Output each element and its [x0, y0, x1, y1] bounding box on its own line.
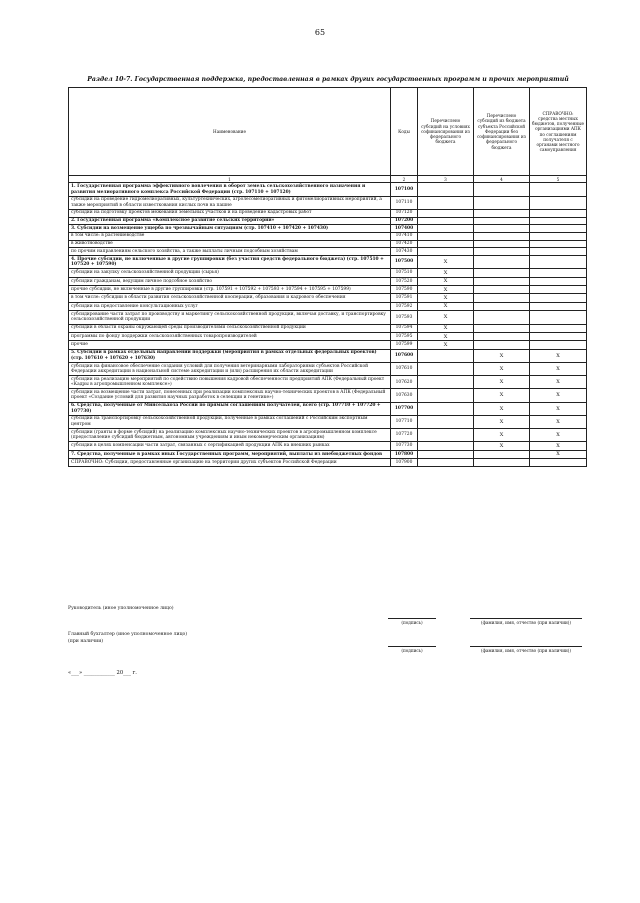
row-local-budget: X — [530, 415, 587, 428]
row-regional-budget — [474, 209, 530, 217]
row-regional-budget: X — [474, 376, 530, 389]
row-code: 107100 — [391, 183, 418, 196]
row-local-budget — [530, 311, 587, 324]
row-name: 3. Субсидии на возмещение ущерба по чрезвычайным ситуациям (стр. 107410 + 107420 + 107430) — [69, 225, 391, 233]
table-row — [69, 269, 587, 277]
row-regional-budget: X — [474, 349, 530, 362]
row-federal-cofinancing: X — [418, 269, 474, 277]
row-name: субсидии гражданам, ведущим личное подсобное хозяйство — [69, 277, 391, 285]
column-number-row — [69, 176, 587, 183]
row-code: 107599 — [391, 341, 418, 349]
row-local-budget: X — [530, 376, 587, 389]
table-row — [69, 225, 587, 233]
row-federal-cofinancing — [418, 450, 474, 458]
table-row — [69, 428, 587, 441]
row-federal-cofinancing — [418, 459, 474, 467]
row-regional-budget — [474, 255, 530, 268]
row-regional-budget — [474, 196, 530, 209]
row-federal-cofinancing — [418, 209, 474, 217]
row-federal-cofinancing — [418, 428, 474, 441]
row-local-budget: X — [530, 442, 587, 450]
row-code: 107720 — [391, 428, 418, 441]
table-row — [69, 240, 587, 248]
header-federal-cofinancing: Перечислено субсидий на условиях софинансирования из федерального бюджета — [418, 88, 474, 176]
table-row — [69, 232, 587, 240]
row-name: в том числе: субсидии в области развития сельскохозяйственной кооперации, образования и кадрового обеспечения — [69, 294, 391, 302]
row-local-budget — [530, 294, 587, 302]
page-number: 65 — [314, 28, 326, 37]
head-signature-line — [388, 618, 436, 619]
row-local-budget: X — [530, 389, 587, 402]
row-code: 107620 — [391, 376, 418, 389]
column-number-3: 3 — [418, 176, 474, 183]
row-name: субсидии на финансовое обеспечение создания условий для получения ветеринарными лабораториями субъектов Российской Федерации аккредитации в национальной системе аккредитации и (или) расширения их области аккредитации — [69, 363, 391, 376]
row-local-budget — [530, 183, 587, 196]
row-name: субсидии на реализацию мероприятий по содействию повышения кадровой обеспеченности предприятий АПК (Федеральный проект «Кадры в агропромышленном комплексе») — [69, 376, 391, 389]
table-row — [69, 450, 587, 458]
row-local-budget — [530, 209, 587, 217]
chief-fio-line — [470, 646, 582, 647]
table-row — [69, 332, 587, 340]
row-name: 5. Субсидии в рамках отдельных направлений поддержки (мероприятия в рамках отдельных федеральных проектов) (стр. 107610 + 107620 + 107630) — [69, 349, 391, 362]
row-code: 107110 — [391, 196, 418, 209]
row-regional-budget — [474, 450, 530, 458]
row-code: 107595 — [391, 332, 418, 340]
row-local-budget — [530, 217, 587, 225]
table-row — [69, 209, 587, 217]
table-row — [69, 311, 587, 324]
head-signature-label: Руководитель (иное уполномоченное лицо) — [68, 606, 174, 611]
row-code: 107520 — [391, 277, 418, 285]
head-fio-line — [470, 618, 582, 619]
chief-accountant-note: (при наличии) — [68, 639, 104, 644]
row-local-budget — [530, 232, 587, 240]
row-code: 107600 — [391, 349, 418, 362]
row-federal-cofinancing — [418, 402, 474, 415]
row-local-budget — [530, 248, 587, 256]
row-local-budget — [530, 269, 587, 277]
row-name: СПРАВОЧНО: Субсидии, предоставленные организацию на территории других субъектов Российской Федерации — [69, 459, 391, 467]
row-local-budget: X — [530, 349, 587, 362]
row-regional-budget — [474, 240, 530, 248]
header-regional-budget: Перечислено субсидий из бюджета субъекта Российской Федерации без софинансирования из федерального бюджета — [474, 88, 530, 176]
row-local-budget: X — [530, 428, 587, 441]
row-local-budget — [530, 324, 587, 332]
column-number-5: 5 — [530, 176, 587, 183]
row-federal-cofinancing: X — [418, 324, 474, 332]
row-federal-cofinancing — [418, 248, 474, 256]
row-code: 107120 — [391, 209, 418, 217]
row-name: в том числе: в растениеводстве — [69, 232, 391, 240]
row-regional-budget: X — [474, 415, 530, 428]
row-name: субсидии на подготовку проектов межевания земельных участков и на проведение кадастровых работ — [69, 209, 391, 217]
row-regional-budget — [474, 459, 530, 467]
table-row — [69, 341, 587, 349]
row-regional-budget — [474, 232, 530, 240]
row-regional-budget: X — [474, 363, 530, 376]
row-local-budget: X — [530, 402, 587, 415]
table-row — [69, 277, 587, 285]
row-code: 107630 — [391, 389, 418, 402]
row-code: 107430 — [391, 248, 418, 256]
row-federal-cofinancing: X — [418, 332, 474, 340]
table-row — [69, 376, 587, 389]
row-code: 107710 — [391, 415, 418, 428]
row-regional-budget — [474, 183, 530, 196]
row-name: субсидии на возмещение части затрат, понесенных при реализации комплексных научно-технических проектов в АПК (Федеральный проект «Создание условий для развития научных разработок в селекции и генетике») — [69, 389, 391, 402]
row-name: субсидии на транспортировку сельскохозяйственной продукции, полученные в рамках соглашений с Российским экспортным центром — [69, 415, 391, 428]
row-regional-budget: X — [474, 428, 530, 441]
row-federal-cofinancing: X — [418, 255, 474, 268]
row-local-budget — [530, 341, 587, 349]
row-name: 7. Средства, полученные в рамках иных Государственных программ, мероприятий, выплаты из внебюджетных фондов — [69, 450, 391, 458]
row-code: 107591 — [391, 294, 418, 302]
row-federal-cofinancing — [418, 389, 474, 402]
row-code: 107500 — [391, 255, 418, 268]
row-federal-cofinancing — [418, 349, 474, 362]
row-federal-cofinancing — [418, 240, 474, 248]
table-row — [69, 324, 587, 332]
row-regional-budget — [474, 341, 530, 349]
row-name: 1. Государственная программа эффективного вовлечения в оборот земель сельскохозяйственного назначения и развития мелиоративного комплекса Российской Федерации (стр. 107110 + 107120) — [69, 183, 391, 196]
table-row — [69, 196, 587, 209]
row-regional-budget — [474, 286, 530, 294]
row-name: субсидии в области охраны окружающей среды производителями сельскохозяйственной продукции — [69, 324, 391, 332]
row-code: 107900 — [391, 459, 418, 467]
header-code: Коды — [391, 88, 418, 176]
row-name: в животноводстве — [69, 240, 391, 248]
row-code: 107590 — [391, 286, 418, 294]
row-federal-cofinancing — [418, 183, 474, 196]
table-row — [69, 415, 587, 428]
row-local-budget — [530, 302, 587, 310]
row-federal-cofinancing — [418, 363, 474, 376]
table-row — [69, 442, 587, 450]
row-name: субсидии в целях компенсации части затрат, связанных с сертификацией продукции АПК на внешних рынках — [69, 442, 391, 450]
row-name: субсидии на закупку сельскохозяйственной продукции (сырья) — [69, 269, 391, 277]
table-row — [69, 294, 587, 302]
section-title: Раздел 10-7. Государственная поддержка, предоставленная в рамках других государственных программ и прочих мероприятий — [87, 76, 569, 83]
row-federal-cofinancing — [418, 217, 474, 225]
chief-accountant-label: Главный бухгалтер (иное уполномоченное лицо) — [68, 632, 188, 637]
table-row — [69, 363, 587, 376]
row-local-budget — [530, 277, 587, 285]
row-local-budget — [530, 240, 587, 248]
row-regional-budget — [474, 332, 530, 340]
row-local-budget — [530, 255, 587, 268]
row-code: 107700 — [391, 402, 418, 415]
row-regional-budget: X — [474, 442, 530, 450]
head-sign-caption: (подпись) — [401, 620, 423, 625]
row-regional-budget: X — [474, 402, 530, 415]
row-local-budget — [530, 286, 587, 294]
header-local-budget-reference: СПРАВОЧНО: средства местных бюджетов, полученные организациями АПК по соглашениям получателя с органами местного самоуправления — [530, 88, 587, 176]
chief-fio-caption: (фамилия, имя, отчество (при наличии)) — [480, 648, 572, 653]
row-name: субсидии (гранты в форме субсидий) на реализацию комплексных научно-технических проектов в агропромышленном комплексе (предоставление субсидий бюджетным, автономным учреждениям и иным некоммерческим организациям) — [69, 428, 391, 441]
table-row — [69, 255, 587, 268]
row-code: 107410 — [391, 232, 418, 240]
chief-signature-line — [388, 646, 436, 647]
table-row — [69, 302, 587, 310]
row-local-budget: X — [530, 363, 587, 376]
row-name: программы по фонду поддержки сельскохозяйственных товаропроизводителей — [69, 332, 391, 340]
row-federal-cofinancing: X — [418, 294, 474, 302]
row-regional-budget — [474, 294, 530, 302]
row-code: 107610 — [391, 363, 418, 376]
row-local-budget: X — [530, 450, 587, 458]
row-name: 2. Государственная программа «Комплексное развитие сельских территорий» — [69, 217, 391, 225]
table-row — [69, 248, 587, 256]
row-regional-budget — [474, 217, 530, 225]
row-code: 107730 — [391, 442, 418, 450]
chief-sign-caption: (подпись) — [401, 648, 423, 653]
row-local-budget — [530, 225, 587, 233]
row-name: субсидии на предоставление консультационных услуг — [69, 302, 391, 310]
row-code: 107420 — [391, 240, 418, 248]
column-number-2: 2 — [391, 176, 418, 183]
row-code: 107594 — [391, 324, 418, 332]
row-name: субсидирование части затрат по производству и маркетингу сельскохозяйственной продукции, включая доставку, и транспортировку сельскохозяйственной продукции — [69, 311, 391, 324]
row-regional-budget — [474, 269, 530, 277]
row-name: прочие — [69, 341, 391, 349]
date-line: «___» ____________ 20___ г. — [68, 670, 137, 676]
table-row — [69, 459, 587, 467]
table-row — [69, 349, 587, 362]
row-regional-budget — [474, 248, 530, 256]
row-code: 107592 — [391, 302, 418, 310]
row-name: по прочим направлениям сельского хозяйства, а также выплаты личным подсобным хозяйствам — [69, 248, 391, 256]
table-row — [69, 402, 587, 415]
row-code: 107200 — [391, 217, 418, 225]
row-federal-cofinancing — [418, 376, 474, 389]
row-federal-cofinancing: X — [418, 277, 474, 285]
head-fio-caption: (фамилия, имя, отчество (при наличии)) — [480, 620, 572, 625]
table-row — [69, 286, 587, 294]
row-local-budget — [530, 196, 587, 209]
column-number-4: 4 — [474, 176, 530, 183]
column-number-1: 1 — [69, 176, 391, 183]
row-federal-cofinancing: X — [418, 286, 474, 294]
row-federal-cofinancing: X — [418, 311, 474, 324]
row-regional-budget — [474, 302, 530, 310]
table-row — [69, 389, 587, 402]
row-local-budget — [530, 459, 587, 467]
table-row — [69, 183, 587, 196]
support-table — [68, 87, 587, 467]
row-code: 107800 — [391, 450, 418, 458]
row-name: субсидии на проведение гидромелиоративных, культуртехнических, агролесомелиоративных и фитомелиоративных мероприятий, а также мероприятий в области известкования кислых почв на пашне — [69, 196, 391, 209]
row-regional-budget — [474, 277, 530, 285]
header-name: Наименование — [69, 88, 391, 176]
row-regional-budget — [474, 324, 530, 332]
row-local-budget — [530, 332, 587, 340]
row-code: 107400 — [391, 225, 418, 233]
row-code: 107510 — [391, 269, 418, 277]
row-regional-budget — [474, 311, 530, 324]
table-row — [69, 217, 587, 225]
row-federal-cofinancing — [418, 415, 474, 428]
row-federal-cofinancing — [418, 225, 474, 233]
row-federal-cofinancing: X — [418, 302, 474, 310]
row-regional-budget: X — [474, 389, 530, 402]
row-federal-cofinancing — [418, 196, 474, 209]
row-regional-budget — [474, 225, 530, 233]
row-federal-cofinancing: X — [418, 341, 474, 349]
row-name: прочие субсидии, не включенные в другие группировки (стр. 107591 + 107592 + 107593 + 107594 + 107595 + 107599) — [69, 286, 391, 294]
row-federal-cofinancing — [418, 232, 474, 240]
row-name: 4. Прочие субсидии, не включенные в другие группировки (без участия средств федерального бюджета) (стр. 107510 + 107520 + 107590) — [69, 255, 391, 268]
row-code: 107593 — [391, 311, 418, 324]
row-federal-cofinancing — [418, 442, 474, 450]
row-name: 6. Средства, полученные от Минсельхоза России по прямым соглашениям получателей, всего (стр. 107710 + 107720 + 107730) — [69, 402, 391, 415]
